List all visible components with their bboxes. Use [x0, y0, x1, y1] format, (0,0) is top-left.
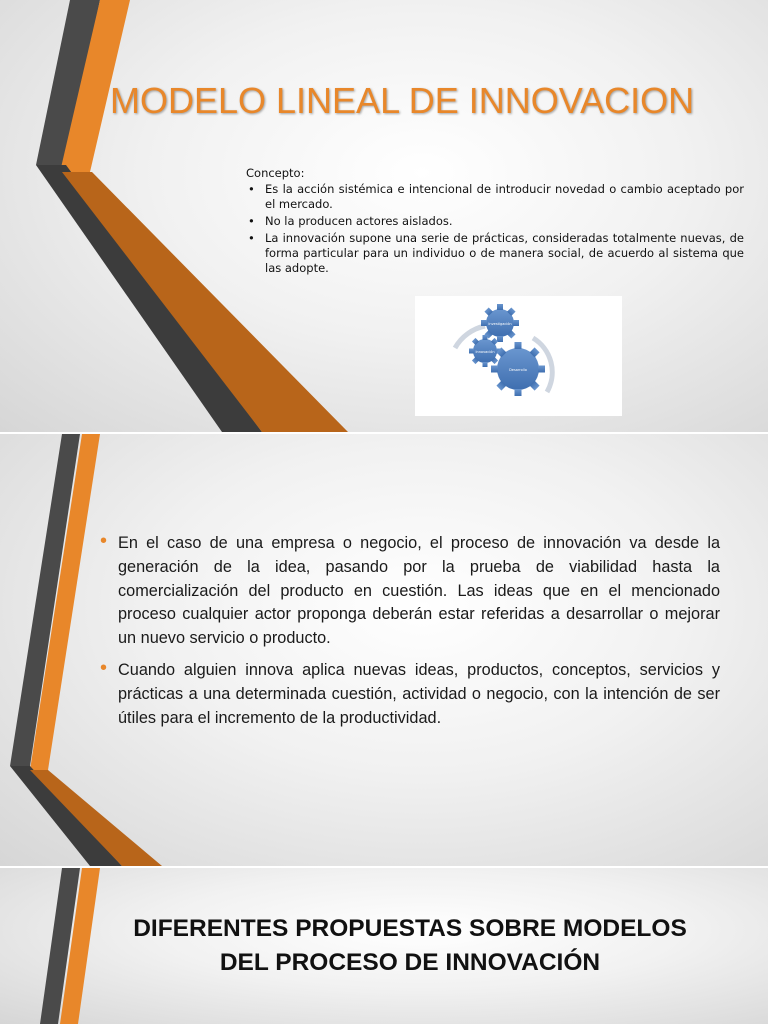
gear-label: Investigación — [488, 322, 512, 326]
dark-stripe-bottom — [10, 766, 122, 866]
body-bullet: • En el caso de una empresa o negocio, el proceso de innovación va desde la generación de la idea, pasando por la prueba de viabilidad hasta la comercialización del producto en cuestión. Las ideas que en el mencionado proceso cualquier actor proponga deberán estar referidas a desarrollar o mejorar un nuevo servicio o producto. — [100, 532, 720, 651]
gear-diagram — [415, 296, 622, 416]
concept-block — [246, 166, 744, 278]
concept-bullet: • No la producen actores aislados. — [246, 214, 744, 229]
title-line: DEL PROCESO DE INNOVACIÓN — [219, 949, 601, 976]
slide-body — [100, 532, 720, 738]
gear-label: Innovación — [475, 350, 495, 354]
concept-bullet: • Es la acción sistémica e intencional de introducir novedad o cambio aceptado por el mercado. — [246, 182, 744, 212]
concept-list — [246, 182, 744, 276]
gear-icon — [491, 342, 545, 396]
concept-bullet: • La innovación supone una serie de prácticas, consideradas totalmente nuevas, de forma particular para un individuo o de manera social, de acuerdo al sistema que las adopte. — [246, 231, 744, 276]
title-line: DIFERENTES PROPUESTAS SOBRE MODELOS — [133, 915, 687, 942]
body-list — [100, 532, 720, 730]
slide-3 — [0, 868, 768, 1024]
slide-2 — [0, 434, 768, 866]
slide-title — [90, 912, 730, 980]
gear-label: Desarrollo — [509, 368, 527, 372]
slide-title: MODELO LINEAL DE INNOVACION — [110, 80, 695, 121]
gear-icon — [469, 335, 501, 367]
concept-label: Concepto: — [246, 166, 305, 180]
body-bullet: • Cuando alguien innova aplica nuevas ideas, productos, conceptos, servicios y prácticas a una determinada cuestión, actividad o negocio, con la intención de ser útiles para el incremento de la productividad. — [100, 659, 720, 730]
slide-1 — [0, 0, 768, 432]
dark-stripe-bottom — [36, 165, 262, 432]
